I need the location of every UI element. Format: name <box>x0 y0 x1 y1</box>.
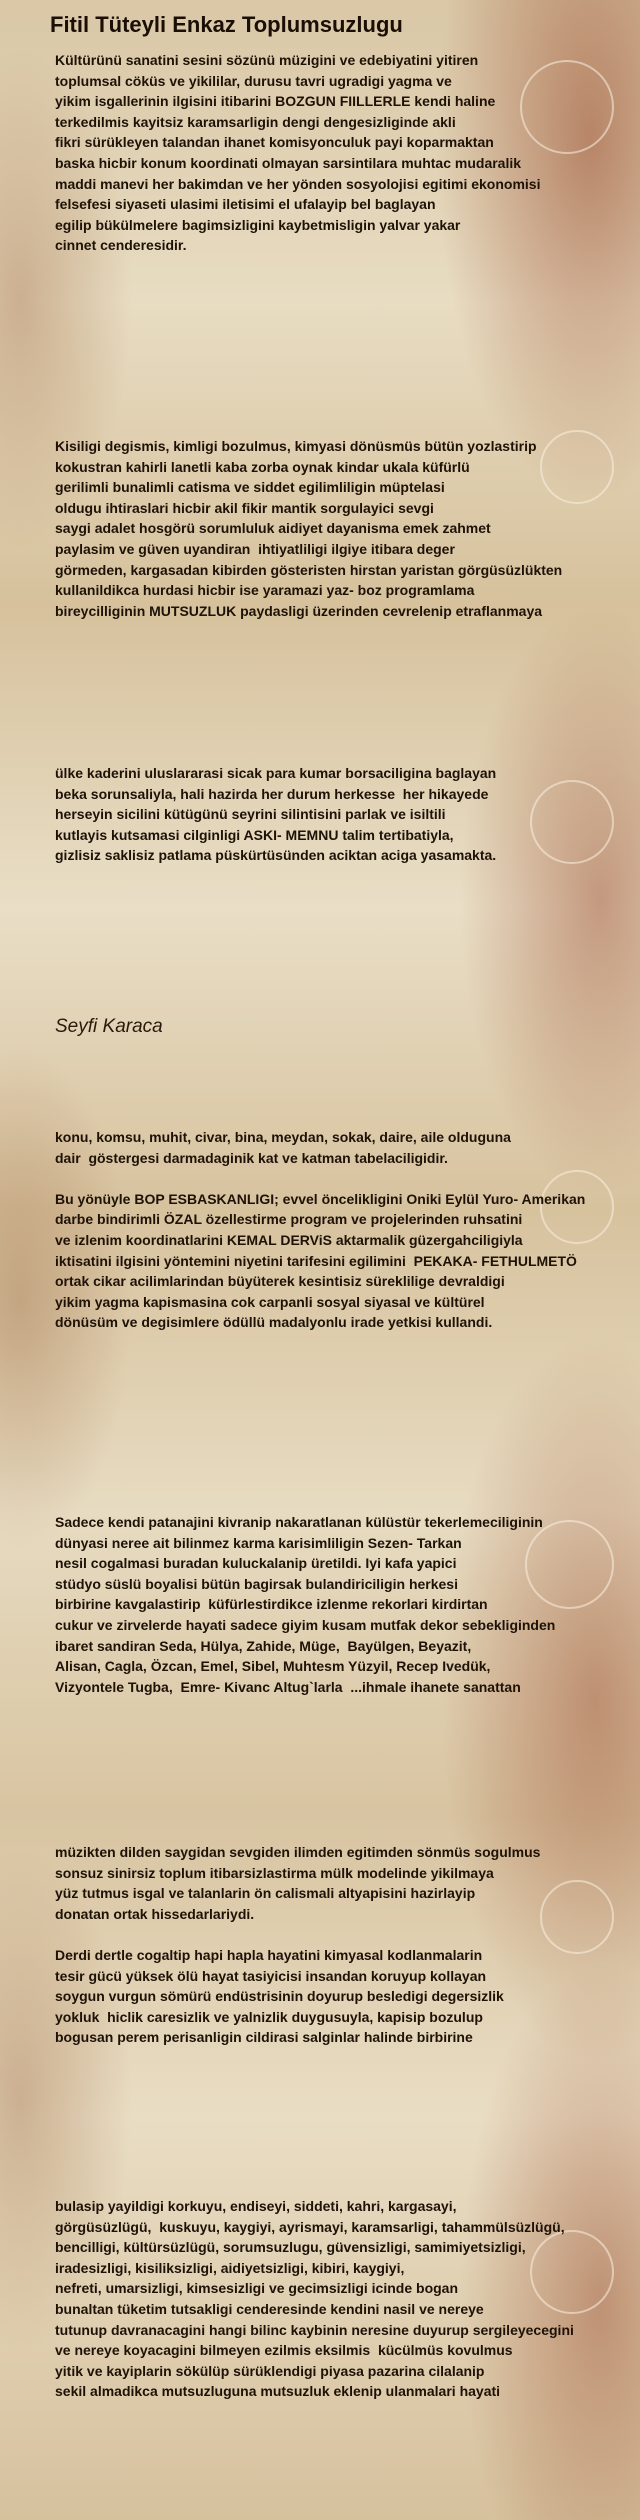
decorative-swirl <box>540 1880 614 1954</box>
decorative-swirl <box>530 780 614 864</box>
text-block-7: bulasip yayildigi korkuyu, endiseyi, siddeti, kahri, kargasayi, görgüsüzlügü, kuskuyu, kaygiyi, ayrismayi, karamsarligi, tahammülsüzlügü, bencilligi, kültürsüzlügü, sorumsuzlugu, güvensizligi, samimiyetsizligi, iradesizligi, kisiliksizligi, aidiyetsizligi, kibiri, kaygiyi, nefreti, umarsizligi, kimsesizligi ve gecimsizligi icinde bogan bunaltan tüketim tutsakligi cenderesinde kendini nasil ve nereye tutunup davranacagini hangi bilinc kaybinin neresine duyurup sergileyecegini ve nereye koyacagini bilmeyen ezilmis eksilmis kücülmüs kovulmus yitik ve kayiplarin sökülüp sürüklendigi piyasa pazarina cilalanip sekil almadikca mutsuzluguna mutsuzluk eklenip ulanmalari hayati <box>55 2198 574 2400</box>
author-signature: Seyfi Karaca <box>55 1016 163 1037</box>
text-block-4: konu, komsu, muhit, civar, bina, meydan, sokak, daire, aile olduguna dair göstergesi darmadaginik kat ve katman tabelaciligidir. Bu yönüyle BOP ESBASKANLIGI; evvel öncelikligini Oniki Eylül Yuro- Amerikan darbe bindirimli ÖZAL özellestirme program ve projelerinden ruhsatini ve izlenim koordinatlarini KEMAL DERViS aktarmalik güzergahciligiyla iktisatini ilgisini yöntemini niyetini tarifesini egilimini PEKAKA- FETHULMETÖ ortak cikar acilimlarindan büyüterek kesintisiz süreklilige devraldigi yikim yagma kapismasina cok carpanli sosyal siyasal ve kültürel dönüsüm ve degisimlere ödüllü madalyonlu irade yetkisi kullandi. <box>55 1129 586 1331</box>
text-block-3: ülke kaderini uluslararasi sicak para kumar borsaciligina baglayan beka sorunsaliyla, hali hazirda her durum herkesse her hikayede herseyin sicilini kütügünü seyrini silintisini parlak ve isiltili kutlayis kutsamasi cilginligi ASKI- MEMNU talim tertibatiyla, gizlisiz saklisiz patlama püskürtüsünden aciktan aciga yasamakta. <box>55 765 497 864</box>
text-block-2: Kisiligi degismis, kimligi bozulmus, kimyasi dönüsmüs bütün yozlastirip kokustran kahirli lanetli kaba zorba oynak kindar ukala küfürlü gerilimli bunalimli catisma ve siddet egilimliligin müptelasi oldugu ihtiraslari hicbir akil fikir mantik sorgulayici sevgi saygi adalet hosgörü sorumluluk aidiyet dayanisma emek zahmet paylasim ve güven uyandiran ihtiyatliligi ilgiye itibara deger görmeden, kargasadan kibirden gösteristen hirstan yaristan görgüsüzlükten kullanildikca hurdasi hicbir ise yaramazi yaz- boz programlama bireycilliginin MUTSUZLUK paydasligi üzerinden cevrelenip etraflanmaya <box>55 438 563 619</box>
text-block-5: Sadece kendi patanajini kivranip nakaratlanan külüstür tekerlemeciliginin dünyasi neree ait bilinmez karma karisimliligin Sezen- Tarkan nesil cogalmasi buradan kuluckalanip üretildi. Iyi kafa yapici stüdyo süslü boyalisi bütün bagirsak bulandiriciligin herkesi birbirine kavgalastirip küfürlestirdikce izlenme rekorlari kirdirtan cukur ve zirvelerde hayati sadece giyim kusam mutfak dekor sebekliginden ibaret sandiran Seda, Hülya, Zahide, Müge, Bayülgen, Beyazit, Alisan, Cagla, Özcan, Emel, Sibel, Muhtesm Yüzyil, Recep Ivedük, Vizyontele Tugba, Emre- Kivanc Altug`larla ...ihmale ihanete sanattan <box>55 1514 556 1695</box>
page-title: Fitil Tüteyli Enkaz Toplumsuzlugu <box>50 12 403 37</box>
text-block-1: Kültürünü sanatini sesini sözünü müzigini ve edebiyatini yitiren toplumsal cöküs ve yikililar, durusu tavri ugradigi yagma ve yikim isgallerinin ilgisini itibarini BOZGUN FIILLERLE kendi haline terkedilmis kayitsiz karamsarligin dengi dengesizliginde akli fikri sürükleyen talandan ihanet komisyonculuk payi koparmaktan baska hicbir konum koordinati olmayan sarsintilara muhtac mudaralik maddi manevi her bakimdan ve her yönden sosyolojisi egitimi ekonomisi felsefesi siyaseti ulasimi iletisimi el ufalayip bel baglayan egilip bükülmelere bagimsizligini kaybetmisligin yalvar yakar cinnet cenderesidir. <box>55 52 541 254</box>
text-block-6: müzikten dilden saygidan sevgiden ilimden egitimden sönmüs sogulmus sonsuz sinirsiz toplum itibarsizlastirma mülk modelinde yikilmaya yüz tutmus isgal ve talanlarin ön calismali altyapisini hazirlayip donatan ortak hissedarlariydi. Derdi dertle cogaltip hapi hapla hayatini kimyasal kodlanmalarin tesir gücü yüksek ölü hayat tasiyicisi insandan koruyup kollayan soygun vurgun sömürü endüstrisinin doyurup besledigi degersizlik yokluk hiclik caresizlik ve yalnizlik duygusuyla, kapisip bozulup bogusan perem perisanligin cildirasi salginlar halinde birbirine <box>55 1844 541 2046</box>
